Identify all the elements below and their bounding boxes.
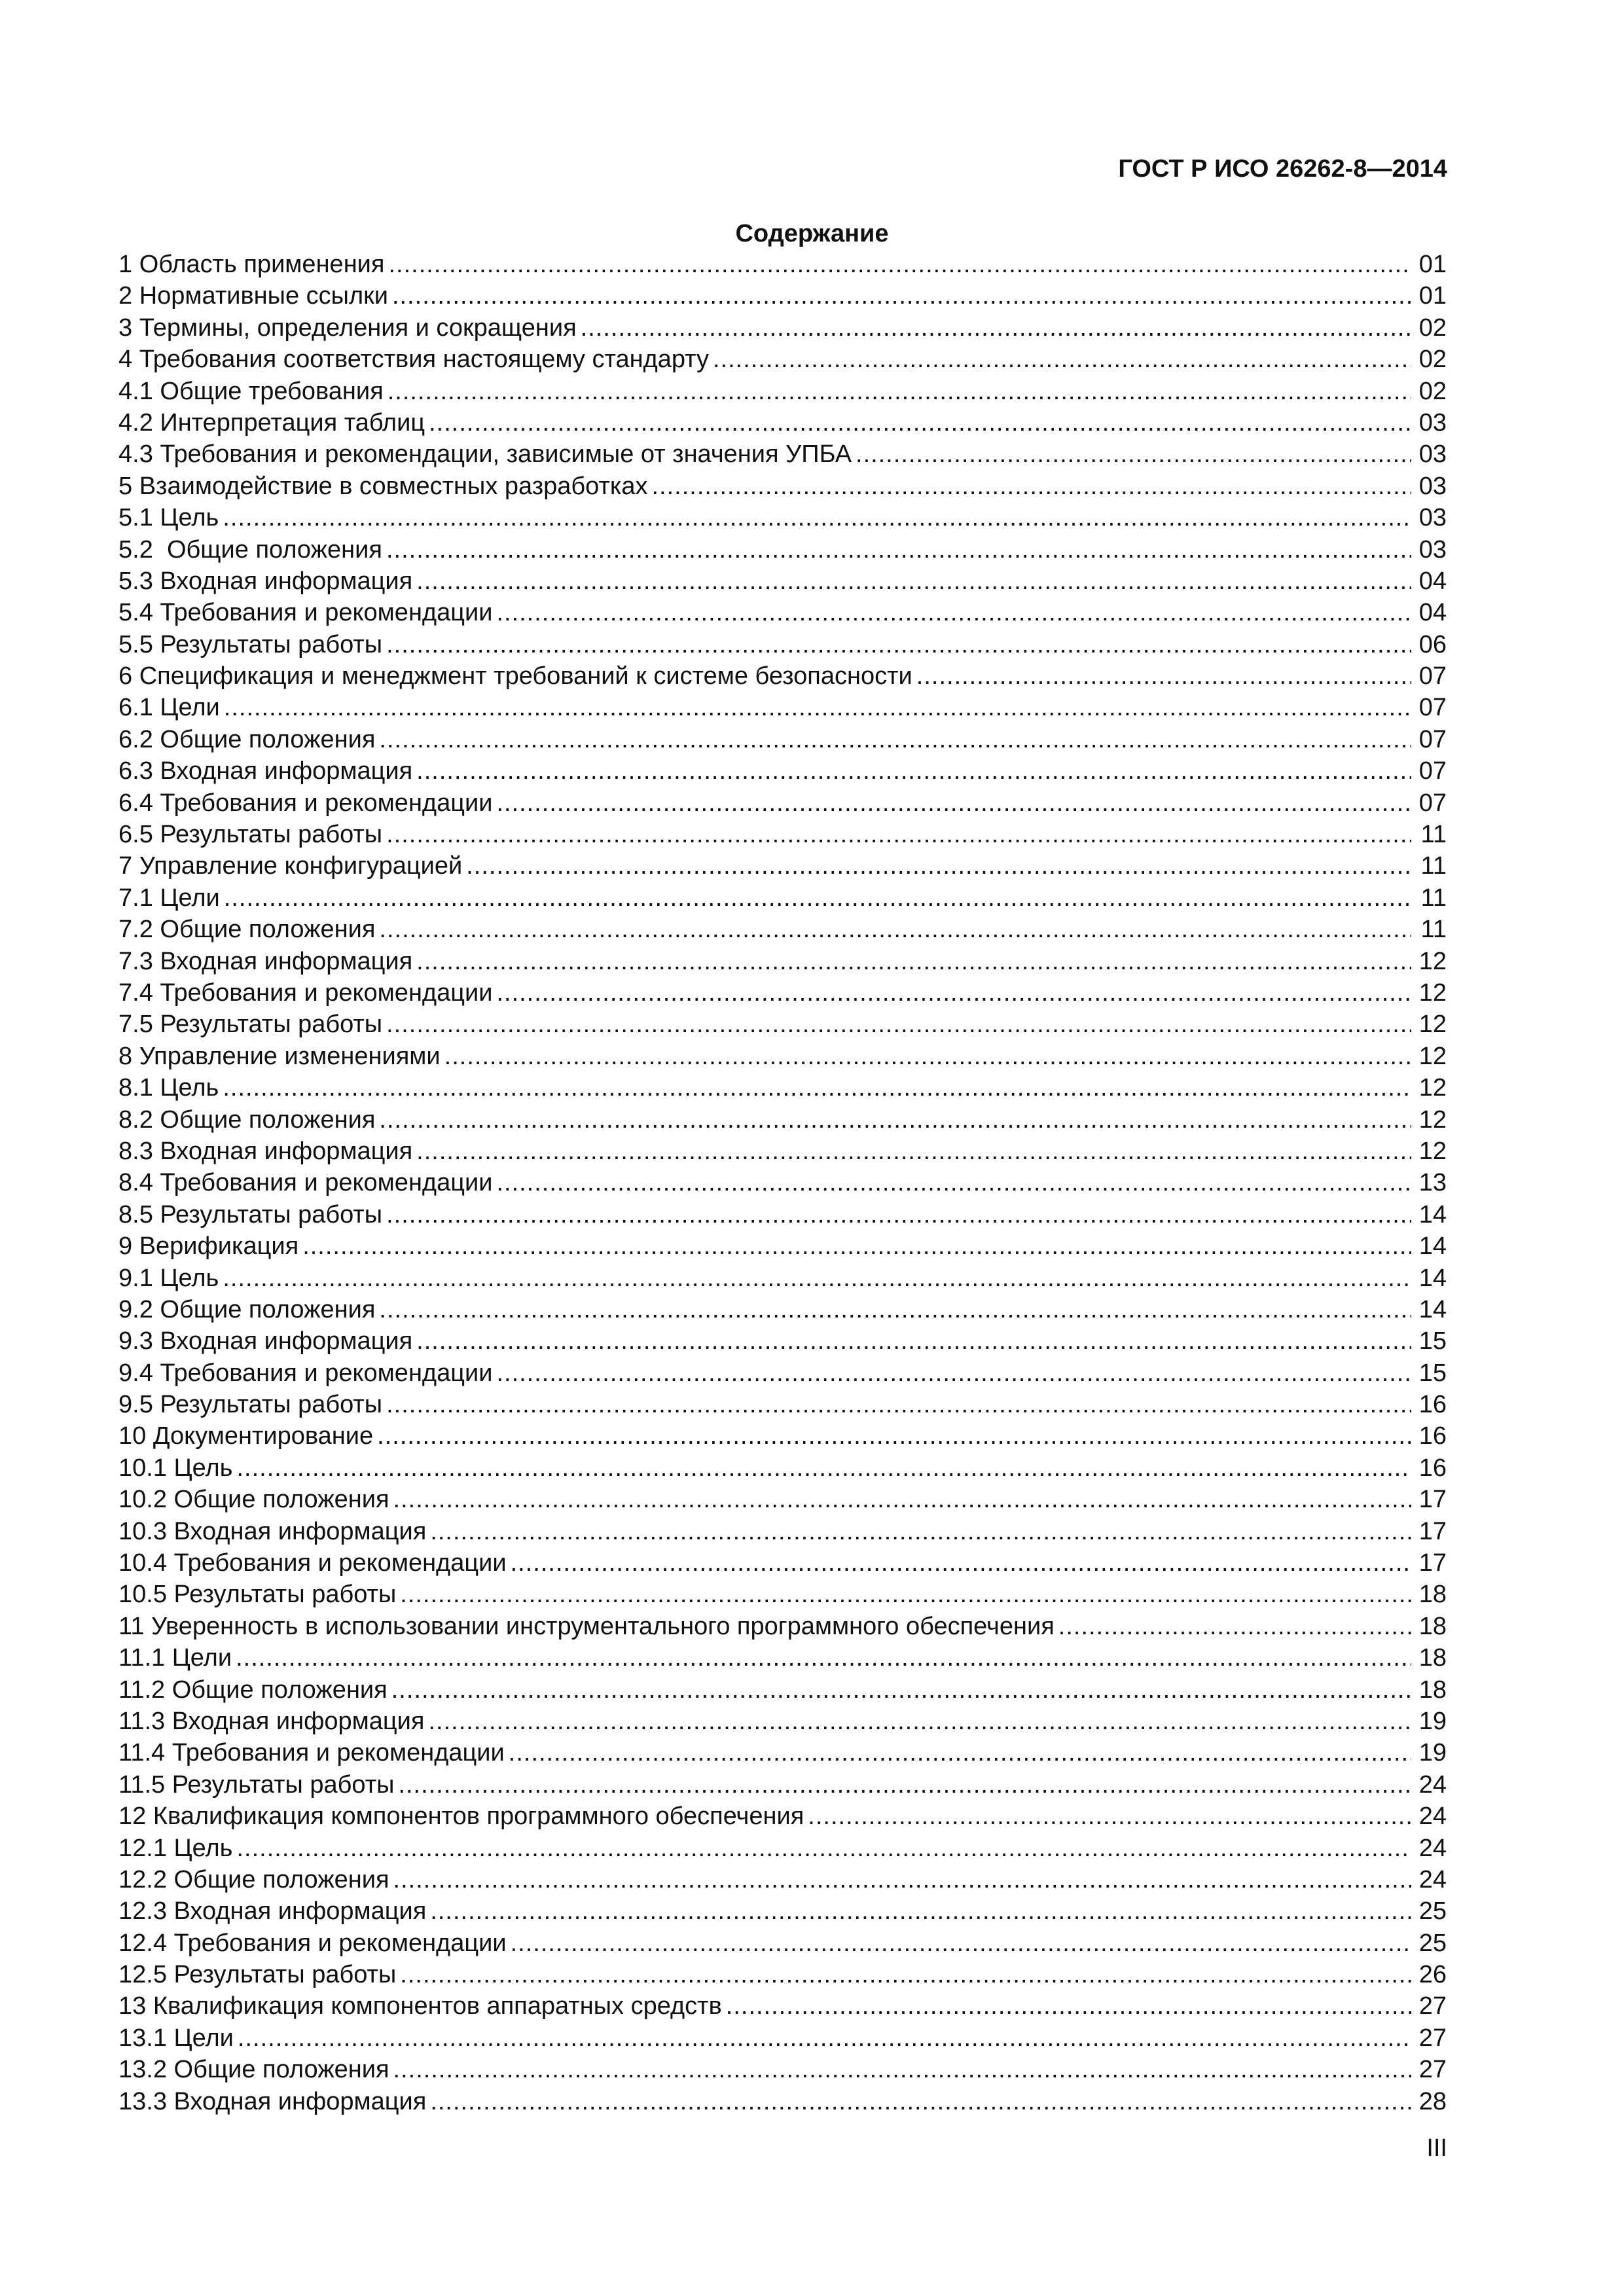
toc-entry-page: 14	[1418, 1232, 1447, 1261]
toc-entry-label: 11.2 Общие положения	[118, 1676, 388, 1704]
toc-entry	[118, 280, 1447, 312]
toc-entry-page: 07	[1418, 757, 1447, 785]
toc-entry-page: 28	[1418, 2087, 1447, 2115]
toc-entry	[118, 787, 1447, 819]
toc-dot-leader	[496, 597, 1411, 628]
toc-dot-leader	[416, 1325, 1411, 1357]
toc-entry	[118, 1009, 1447, 1040]
toc-entry	[118, 1325, 1447, 1357]
toc-entry-label: 1 Область применения	[118, 251, 385, 278]
toc-entry-label: 8.3 Входная информация	[118, 1137, 413, 1165]
toc-entry-page: 03	[1418, 408, 1447, 437]
toc-entry	[118, 1579, 1447, 1610]
toc-entry-page: 19	[1418, 1707, 1447, 1735]
toc-dot-leader	[581, 312, 1411, 344]
toc-entry	[118, 1294, 1447, 1325]
toc-dot-leader	[386, 629, 1411, 660]
toc-dot-leader	[391, 1674, 1411, 1706]
toc-dot-leader	[393, 2054, 1411, 2085]
toc-entry	[118, 597, 1447, 628]
toc-entry-label: 10.3 Входная информация	[118, 1517, 427, 1545]
toc-entry	[118, 882, 1447, 914]
toc-dot-leader	[466, 850, 1411, 882]
toc-entry	[118, 629, 1447, 660]
toc-dot-leader	[379, 914, 1411, 945]
toc-entry-page: 25	[1418, 1929, 1447, 1957]
toc-dot-leader	[400, 1959, 1411, 1990]
toc-entry-label: 6.4 Требования и рекомендации	[118, 789, 493, 817]
toc-entry-page: 12	[1418, 978, 1447, 1007]
toc-dot-leader	[224, 692, 1411, 723]
toc-entry	[118, 376, 1447, 407]
toc-dot-leader	[1058, 1611, 1411, 1642]
toc-entry	[118, 344, 1447, 375]
toc-entry-label: 6.3 Входная информация	[118, 757, 413, 785]
toc-entry-label: 12.1 Цель	[118, 1834, 233, 1862]
toc-entry-page: 11	[1420, 821, 1447, 849]
toc-entry-label: 5.3 Входная информация	[118, 567, 413, 595]
toc-entry-label: 10.4 Требования и рекомендации	[118, 1549, 507, 1577]
toc-entry-label: 8.4 Требования и рекомендации	[118, 1169, 493, 1197]
toc-entry-page: 24	[1418, 1803, 1447, 1831]
toc-dot-leader	[393, 1484, 1411, 1515]
toc-entry-page: 12	[1418, 947, 1447, 975]
toc-entry-page: 15	[1418, 1359, 1447, 1387]
toc-dot-leader	[651, 471, 1411, 502]
toc-entry	[118, 407, 1447, 439]
toc-entry	[118, 534, 1447, 565]
toc-entry-label: 9.5 Результаты работы	[118, 1391, 383, 1419]
toc-entry-label: 10.5 Результаты работы	[118, 1581, 397, 1609]
toc-entry-label: 7.1 Цели	[118, 884, 220, 912]
toc-entry-label: 13.3 Входная информация	[118, 2087, 427, 2115]
toc-dot-leader	[430, 2086, 1411, 2117]
toc-entry-page: 27	[1418, 2056, 1447, 2084]
toc-dot-leader	[236, 1833, 1411, 1864]
toc-dot-leader	[713, 344, 1411, 375]
toc-dot-leader	[496, 977, 1411, 1009]
toc-entry	[118, 1547, 1447, 1579]
toc-entry	[118, 1136, 1447, 1167]
toc-entry-page: 14	[1418, 1200, 1447, 1229]
toc-entry-page: 24	[1418, 1865, 1447, 1893]
toc-dot-leader	[223, 1072, 1411, 1103]
toc-entry-page: 16	[1418, 1391, 1447, 1419]
toc-entry-page: 14	[1418, 1264, 1447, 1292]
toc-entry-label: 4.3 Требования и рекомендации, зависимые от значения УПБА	[118, 440, 852, 469]
toc-dot-leader	[393, 1864, 1411, 1895]
toc-entry-page: 03	[1418, 440, 1447, 469]
toc-entry-page: 12	[1418, 1042, 1447, 1070]
toc-dot-leader	[416, 1136, 1411, 1167]
toc-entry-label: 11.4 Требования и рекомендации	[118, 1739, 505, 1767]
toc-dot-leader	[392, 280, 1411, 312]
toc-entry	[118, 2022, 1447, 2054]
toc-entry	[118, 1895, 1447, 1927]
toc-entry-page: 07	[1418, 789, 1447, 817]
toc-dot-leader	[386, 1009, 1411, 1040]
toc-entry	[118, 1833, 1447, 1864]
toc-entry-label: 6.5 Результаты работы	[118, 821, 383, 849]
toc-entry	[118, 977, 1447, 1009]
toc-entry-page: 04	[1418, 599, 1447, 627]
toc-dot-leader	[429, 407, 1411, 439]
toc-entry-label: 12.2 Общие положения	[118, 1865, 389, 1893]
toc-dot-leader	[496, 787, 1411, 819]
toc-entry-label: 5.5 Результаты работы	[118, 630, 383, 658]
toc-entry-label: 12.5 Результаты работы	[118, 1961, 397, 1989]
toc-dot-leader	[416, 755, 1411, 787]
toc-entry-page: 27	[1418, 2024, 1447, 2052]
toc-entry-label: 13.2 Общие положения	[118, 2056, 389, 2084]
toc-entry-label: 4.2 Интерпретация таблиц	[118, 408, 425, 437]
toc-dot-leader	[386, 1389, 1411, 1420]
toc-title: Содержание	[735, 220, 889, 247]
toc-dot-leader	[511, 1928, 1411, 1959]
toc-entry	[118, 1864, 1447, 1895]
toc-entry	[118, 1801, 1447, 1832]
toc-entry-label: 6 Спецификация и менеджмент требований к системе безопасности	[118, 662, 912, 691]
toc-dot-leader	[386, 1199, 1411, 1230]
toc-entry-label: 8 Управление изменениями	[118, 1042, 441, 1070]
toc-dot-leader	[496, 1357, 1411, 1389]
toc-entry-label: 2 Нормативные ссылки	[118, 282, 388, 310]
toc-entry-page: 11	[1420, 916, 1447, 944]
toc-dot-leader	[429, 1706, 1412, 1737]
toc-dot-leader	[379, 724, 1411, 755]
toc-entry-page: 11	[1420, 884, 1447, 912]
toc-entry	[118, 1420, 1447, 1452]
toc-dot-leader	[388, 376, 1411, 407]
toc-dot-leader	[400, 1579, 1411, 1610]
toc-dot-leader	[430, 1895, 1411, 1927]
toc-entry-label: 11.1 Цели	[118, 1644, 232, 1672]
toc-entry-label: 13.1 Цели	[118, 2024, 234, 2052]
toc-entry-label: 13 Квалификация компонентов аппаратных средств	[118, 1992, 722, 2020]
toc-entry-label: 11.3 Входная информация	[118, 1707, 425, 1735]
toc-entry-label: 3 Термины, определения и сокращения	[118, 314, 577, 342]
toc-dot-leader	[444, 1041, 1411, 1072]
toc-entry	[118, 1199, 1447, 1230]
toc-entry	[118, 249, 1447, 280]
toc-entry-page: 12	[1418, 1137, 1447, 1165]
toc-dot-leader	[416, 946, 1411, 977]
toc-entry-page: 06	[1418, 630, 1447, 658]
toc-entry	[118, 312, 1447, 344]
toc-entry	[118, 660, 1447, 692]
toc-entry	[118, 2086, 1447, 2117]
toc-entry	[118, 1611, 1447, 1642]
toc-dot-leader	[496, 1167, 1411, 1198]
toc-dot-leader	[377, 1420, 1411, 1452]
toc-entry-page: 18	[1418, 1612, 1447, 1640]
toc-entry-page: 02	[1418, 346, 1447, 374]
toc-entry	[118, 724, 1447, 755]
toc-dot-leader	[511, 1547, 1411, 1579]
toc-entry-label: 5.2 Общие положения	[118, 535, 382, 564]
toc-entry-page: 07	[1418, 725, 1447, 753]
toc-entry-page: 16	[1418, 1422, 1447, 1450]
toc-entry-label: 4 Требования соответствия настоящему стандарту	[118, 346, 709, 374]
toc-dot-leader	[223, 1263, 1411, 1294]
toc-entry-page: 16	[1418, 1454, 1447, 1482]
toc-entry-label: 12.3 Входная информация	[118, 1897, 427, 1926]
toc-entry-label: 11 Уверенность в использовании инструментального программного обеспечения	[118, 1612, 1055, 1640]
toc-entry-label: 7.3 Входная информация	[118, 947, 413, 975]
toc-entry-label: 7.4 Требования и рекомендации	[118, 978, 493, 1007]
toc-entry-page: 12	[1418, 1074, 1447, 1102]
toc-entry-label: 7.5 Результаты работы	[118, 1011, 383, 1039]
toc-dot-leader	[302, 1230, 1411, 1262]
toc-entry	[118, 946, 1447, 977]
toc-entry-label: 10.2 Общие положения	[118, 1486, 389, 1514]
toc-dot-leader	[223, 502, 1411, 533]
toc-entry	[118, 914, 1447, 945]
toc-entry-label: 11.5 Результаты работы	[118, 1770, 395, 1799]
toc-entry	[118, 1706, 1447, 1737]
toc-entry-page: 15	[1418, 1327, 1447, 1355]
toc-dot-leader	[726, 1990, 1411, 2022]
toc-entry	[118, 1357, 1447, 1389]
toc-entry	[118, 502, 1447, 533]
toc-entry-label: 7 Управление конфигурацией	[118, 852, 463, 880]
toc-dot-leader	[856, 439, 1411, 470]
toc-entry	[118, 565, 1447, 597]
toc-entry-label: 9 Верификация	[118, 1232, 299, 1261]
toc-entry	[118, 1041, 1447, 1072]
toc-entry-page: 25	[1418, 1897, 1447, 1926]
toc-entry-label: 5 Взаимодействие в совместных разработках	[118, 472, 648, 500]
toc-dot-leader	[236, 1452, 1411, 1484]
toc-entry-label: 4.1 Общие требования	[118, 377, 384, 405]
toc-dot-leader	[386, 534, 1411, 565]
toc-entry-label: 8.1 Цель	[118, 1074, 219, 1102]
toc-entry	[118, 1263, 1447, 1294]
toc-entry	[118, 1452, 1447, 1484]
toc-entry-page: 01	[1418, 282, 1447, 310]
toc-entry	[118, 1674, 1447, 1706]
toc-entry	[118, 1928, 1447, 1959]
toc-entry-label: 9.3 Входная информация	[118, 1327, 413, 1355]
page-number: III	[1426, 2134, 1447, 2162]
toc-entry	[118, 1737, 1447, 1768]
toc-dot-leader	[509, 1737, 1411, 1768]
toc-entry	[118, 1104, 1447, 1136]
toc-entry-label: 5.4 Требования и рекомендации	[118, 599, 493, 627]
toc-entry-label: 9.2 Общие положения	[118, 1295, 376, 1323]
toc-entry-label: 9.4 Требования и рекомендации	[118, 1359, 493, 1387]
toc-dot-leader	[416, 565, 1411, 597]
toc-entry-page: 04	[1418, 567, 1447, 595]
toc-entry-label: 7.2 Общие положения	[118, 916, 376, 944]
toc-entry-page: 03	[1418, 504, 1447, 532]
toc-entry-page: 24	[1418, 1834, 1447, 1862]
toc-entry-label: 12.4 Требования и рекомендации	[118, 1929, 507, 1957]
toc-entry-page: 07	[1418, 662, 1447, 691]
toc-entry-page: 02	[1418, 377, 1447, 405]
toc-dot-leader	[808, 1801, 1411, 1832]
table-of-contents	[118, 249, 1447, 2117]
document-code: ГОСТ Р ИСО 26262-8—2014	[1118, 155, 1447, 183]
toc-dot-leader	[398, 1769, 1411, 1801]
toc-entry-label: 10.1 Цель	[118, 1454, 233, 1482]
toc-entry	[118, 1642, 1447, 1674]
toc-entry	[118, 471, 1447, 502]
toc-entry-page: 24	[1418, 1770, 1447, 1799]
toc-entry-label: 6.1 Цели	[118, 694, 220, 722]
toc-entry	[118, 1167, 1447, 1198]
toc-entry	[118, 850, 1447, 882]
toc-entry-page: 19	[1418, 1739, 1447, 1767]
toc-entry-page: 18	[1418, 1644, 1447, 1672]
toc-entry-page: 18	[1418, 1676, 1447, 1704]
toc-dot-leader	[379, 1294, 1411, 1325]
toc-entry-label: 10 Документирование	[118, 1422, 374, 1450]
toc-entry	[118, 1959, 1447, 1990]
toc-dot-leader	[386, 819, 1411, 850]
toc-entry-label: 8.2 Общие положения	[118, 1105, 376, 1134]
toc-dot-leader	[224, 882, 1411, 914]
toc-entry	[118, 2054, 1447, 2085]
toc-entry-page: 01	[1418, 251, 1447, 278]
toc-entry-page: 07	[1418, 694, 1447, 722]
toc-dot-leader	[430, 1516, 1411, 1547]
toc-entry-page: 17	[1418, 1517, 1447, 1545]
toc-entry-page: 03	[1418, 472, 1447, 500]
toc-entry-label: 9.1 Цель	[118, 1264, 219, 1292]
toc-entry-label: 8.5 Результаты работы	[118, 1200, 383, 1229]
toc-entry-page: 14	[1418, 1295, 1447, 1323]
toc-entry-page: 18	[1418, 1581, 1447, 1609]
toc-dot-leader	[238, 2022, 1411, 2054]
toc-entry-label: 6.2 Общие положения	[118, 725, 376, 753]
toc-entry	[118, 1389, 1447, 1420]
toc-entry-page: 02	[1418, 314, 1447, 342]
toc-entry-page: 12	[1418, 1011, 1447, 1039]
toc-entry	[118, 1072, 1447, 1103]
toc-dot-leader	[916, 660, 1411, 692]
toc-dot-leader	[379, 1104, 1411, 1136]
toc-entry	[118, 439, 1447, 470]
toc-entry-page: 26	[1418, 1961, 1447, 1989]
toc-dot-leader	[388, 249, 1411, 280]
toc-entry	[118, 692, 1447, 723]
toc-entry-label: 5.1 Цель	[118, 504, 219, 532]
toc-entry	[118, 1516, 1447, 1547]
toc-entry-page: 13	[1418, 1169, 1447, 1197]
toc-entry-page: 27	[1418, 1992, 1447, 2020]
toc-entry	[118, 1769, 1447, 1801]
toc-entry-page: 17	[1418, 1549, 1447, 1577]
toc-entry	[118, 1230, 1447, 1262]
toc-entry	[118, 755, 1447, 787]
toc-entry-label: 12 Квалификация компонентов программного обеспечения	[118, 1803, 804, 1831]
toc-entry	[118, 1484, 1447, 1515]
toc-entry-page: 11	[1420, 852, 1447, 880]
toc-entry	[118, 819, 1447, 850]
toc-dot-leader	[236, 1642, 1411, 1674]
toc-entry	[118, 1990, 1447, 2022]
toc-entry-page: 17	[1418, 1486, 1447, 1514]
toc-entry-page: 03	[1418, 535, 1447, 564]
toc-entry-page: 12	[1418, 1105, 1447, 1134]
